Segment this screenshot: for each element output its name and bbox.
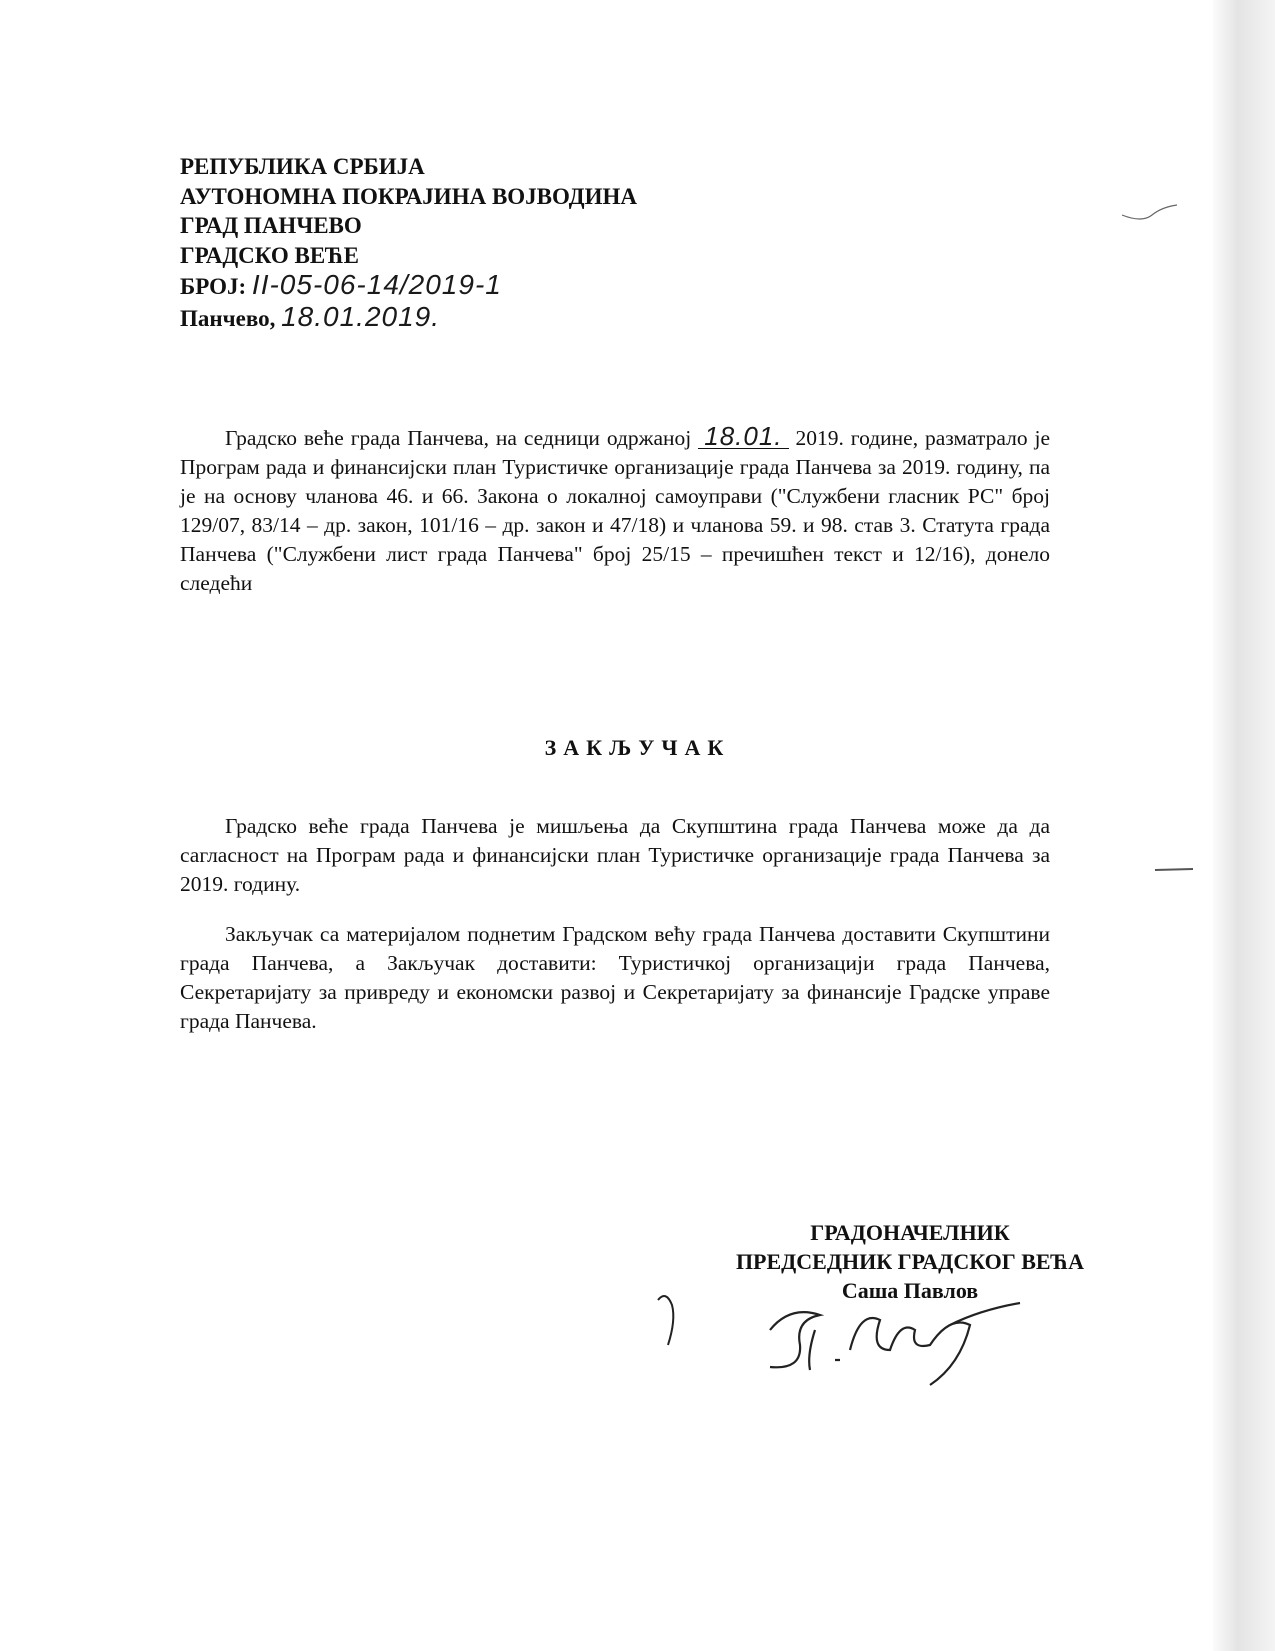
- letterhead-line: АУТОНОМНА ПОКРАЈИНА ВОЈВОДИНА: [180, 183, 637, 209]
- session-date-handwritten: 18.01.: [698, 424, 788, 449]
- intro-text-a: Градско веће града Панчева, на седници одржаној: [225, 426, 692, 450]
- conclusion-text: Градско веће града Панчева је мишљења да Скупштина града Панчева може да да сагласност на Програм рада и финансијски план Туристичке организације града Панчева за 2019. годину.: [180, 814, 1050, 896]
- letterhead-line: ГРАД ПАНЧЕВО: [180, 213, 362, 238]
- delivery-paragraph: [180, 920, 1050, 1036]
- delivery-text: Закључак са материјалом поднетим Градском већу града Панчева доставити Скупштини града Панчева, а Закључак доставити: Туристичкој организацији града Панчева, Секретаријату за привреду и економски развој и Секретаријату за финансије Градске управе града Панчева.: [180, 922, 1050, 1033]
- number-handwritten: II-05-06-14/2019-1: [251, 269, 502, 300]
- place-label: Панчево,: [180, 305, 276, 331]
- conclusion-paragraph: [180, 812, 1050, 899]
- scan-mark: [1120, 200, 1180, 230]
- signer-title: ГРАДОНАЧЕЛНИК: [810, 1220, 1010, 1245]
- letterhead-line: ГРАДСКО ВЕЋЕ: [180, 242, 359, 268]
- letterhead: [180, 152, 637, 333]
- scan-edge: [1213, 0, 1275, 1651]
- signer-name: Саша Павлов: [841, 1278, 979, 1303]
- letterhead-line: РЕПУБЛИКА СРБИЈА: [180, 154, 425, 179]
- date-handwritten: 18.01.2019.: [281, 300, 441, 332]
- signer-title-2: ПРЕДСЕДНИК ГРАДСКОГ ВЕЋА: [735, 1249, 1085, 1274]
- document-number: [180, 270, 637, 302]
- intro-paragraph: [180, 421, 1051, 598]
- handwritten-signature: [640, 1270, 1080, 1390]
- document-title: ЗАКЉУЧАК: [544, 735, 731, 760]
- number-label: БРОЈ:: [180, 274, 247, 299]
- scan-mark: [1155, 865, 1195, 875]
- intro-text-b: 2019. године, разматрало је Програм рада и финансијски план Туристичке организације града Панчева за 2019. годину, па је на основу чланова 46. и 66. Закона о локалној самоуправи ("Службени гласник РС" број 129/07, 83/14 – др. закон, 101/16 – др. закон и 47/18) и чланова 59. и 98. став 3. Статута града Панчева ("Службени лист града Панчева" број 25/15 – пречишћен текст и 12/16), донело следећи: [180, 426, 1051, 595]
- document-date: [180, 302, 637, 334]
